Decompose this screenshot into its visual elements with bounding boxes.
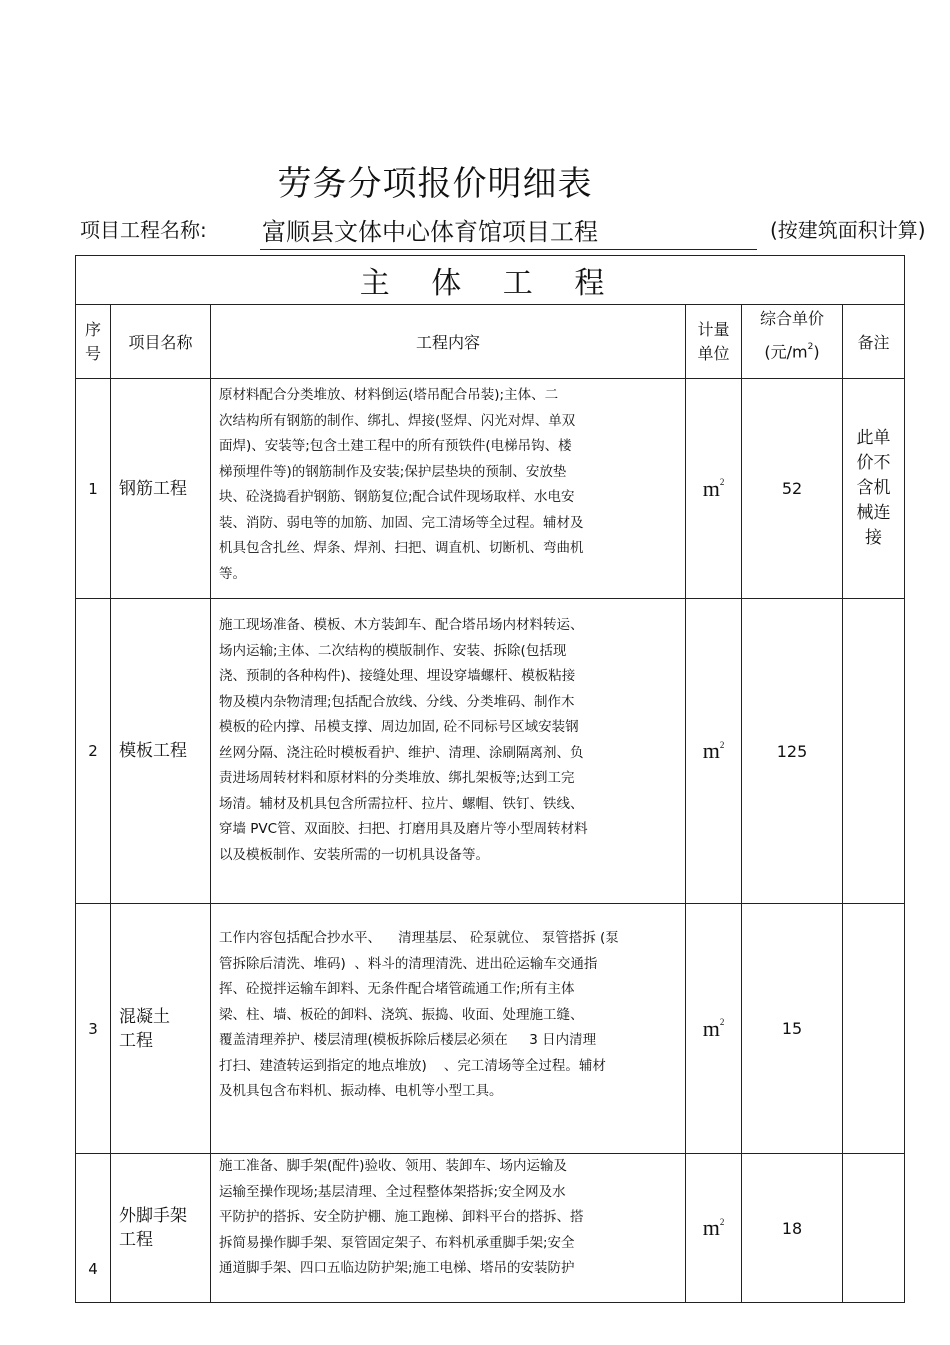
section-row [76, 256, 905, 305]
content-line: 梯预埋件等)的钢筋制作及安装;保护层垫块的预制、安放垫 [219, 463, 567, 480]
header-row [76, 305, 905, 379]
note-line: 含机 [856, 478, 891, 498]
header-price-line2-prefix: (元/m [764, 342, 808, 362]
content-line: 工作内容包括配合抄水平、 清理基层、 砼泵就位、 泵管搭拆 (泵 [219, 930, 619, 946]
note-line: 械连 [856, 503, 891, 523]
project-label: 项目工程名称: [80, 218, 207, 242]
name-line: 工程 [119, 1230, 153, 1250]
note-line: 此单 [856, 428, 891, 448]
content-line: 责进场周转材料和原材料的分类堆放、绑扎架板等;达到工完 [219, 770, 575, 786]
unit-sup: 2 [719, 477, 725, 488]
header-price-line2-sup: 2 [807, 341, 814, 352]
header-seq-line1: 序 [84, 319, 101, 339]
content-line: 丝网分隔、浇注砼时模板看护、维护、清理、涂刷隔离剂、负 [219, 744, 584, 761]
name-line: 混凝土 [119, 1006, 170, 1027]
row-content [211, 1154, 686, 1303]
content-line: 挥、砼搅拌运输车卸料、无条件配合堵管疏通工作;所有主体 [219, 981, 575, 997]
header-unit-line2: 单位 [697, 343, 730, 363]
content-line: 及机具包含布料机、振动棒、电机等小型工具。 [219, 1083, 503, 1099]
row-content [211, 599, 686, 904]
content-line: 块、砼浇捣看护钢筋、钢筋复位;配合试件现场取样、水电安 [219, 489, 575, 505]
header-name: 项目名称 [111, 305, 211, 379]
row-unit [686, 599, 742, 904]
content-line: 模板的砼内撑、吊模支撑、周边加固, 砼不同标号区域安装钢 [219, 719, 579, 735]
project-line [80, 212, 926, 246]
header-price [742, 305, 843, 379]
row-name [111, 1154, 211, 1303]
content-line: 平防护的搭拆、安全防护棚、施工跑梯、卸料平台的搭拆、搭 [219, 1209, 584, 1225]
row-content [211, 904, 686, 1154]
content-line: 通道脚手架、四口五临边防护架;施工电梯、塔吊的安装防护 [219, 1260, 575, 1276]
row-name: 模板工程 [111, 599, 211, 904]
row-name [111, 904, 211, 1154]
project-name: 富顺县文体中心体育馆项目工程 [260, 212, 757, 250]
row-unit [686, 379, 742, 599]
table-row [76, 599, 905, 904]
row-price: 18 [742, 1154, 843, 1303]
row-note [843, 379, 905, 599]
content-line: 梁、柱、墙、板砼的卸料、浇筑、振捣、收面、处理施工缝、 [219, 1006, 584, 1023]
unit-text: m [702, 475, 720, 501]
unit-text: m [702, 1015, 720, 1041]
header-unit [686, 305, 742, 379]
header-note: 备注 [843, 305, 905, 379]
note-line: 价不 [856, 453, 891, 473]
content-line: 施工现场准备、模板、木方装卸车、配合塔吊场内材料转运、 [219, 617, 584, 633]
content-line: 覆盖清理养护、楼层清理(模板拆除后楼层必须在 3 日内清理 [219, 1032, 597, 1048]
content-line: 打扫、建渣转运到指定的地点堆放) 、完工清场等全过程。辅材 [219, 1057, 606, 1074]
name-line: 外脚手架 [119, 1206, 187, 1226]
content-line: 面焊)、安装等;包含土建工程中的所有预铁件(电梯吊钩、楼 [219, 438, 572, 454]
content-line: 原材料配合分类堆放、材料倒运(塔吊配合吊装);主体、二 [219, 387, 559, 403]
note-line: 接 [865, 528, 883, 548]
content-line: 穿墙 PVC管、双面胶、扫把、打磨用具及磨片等小型周转材料 [219, 821, 588, 837]
header-price-line2-suffix: ) [813, 342, 820, 362]
document-title: 劳务分项报价明细表 [277, 164, 593, 204]
content-line: 浇、预制的各种构件)、接缝处理、埋设穿墙螺杆、模板粘接 [219, 668, 576, 684]
content-line: 物及模内杂物清理;包括配合放线、分线、分类堆码、制作木 [219, 693, 575, 710]
row-price: 15 [742, 904, 843, 1154]
unit-sup: 2 [719, 1216, 725, 1227]
content-line: 场清。辅材及机具包含所需拉杆、拉片、螺帽、铁钉、铁线、 [219, 795, 584, 812]
table-row [76, 904, 905, 1154]
row-unit [686, 904, 742, 1154]
header-seq [76, 305, 111, 379]
unit-sup: 2 [719, 739, 725, 750]
row-note [843, 904, 905, 1154]
table-row [76, 379, 905, 599]
content-line: 等。 [219, 565, 246, 582]
header-price-line1: 综合单价 [759, 308, 824, 328]
project-note: (按建筑面积计算) [770, 218, 926, 242]
content-line: 施工准备、脚手架(配件)验收、领用、装卸车、场内运输及 [219, 1158, 568, 1174]
row-seq: 4 [76, 1154, 111, 1303]
content-line: 场内运输;主体、二次结构的模版制作、安装、拆除(包括现 [219, 642, 567, 659]
name-line: 工程 [119, 1030, 153, 1051]
content-line: 机具包含扎丝、焊条、焊剂、扫把、调直机、切断机、弯曲机 [219, 540, 584, 556]
header-seq-line2: 号 [84, 343, 101, 363]
content-line: 管拆除后清洗、堆码) 、料斗的清理清洗、进出砼运输车交通指 [219, 955, 598, 972]
unit-text: m [702, 738, 720, 763]
content-line: 以及模板制作、安装所需的一切机具设备等。 [219, 846, 489, 863]
row-price: 52 [742, 379, 843, 599]
unit-text: m [702, 1215, 720, 1240]
row-name: 钢筋工程 [111, 379, 211, 599]
row-seq: 3 [76, 904, 111, 1154]
table-row [76, 1154, 905, 1303]
row-content [211, 379, 686, 599]
row-price: 125 [742, 599, 843, 904]
header-unit-line1: 计量 [697, 319, 730, 339]
quote-table [75, 255, 905, 1303]
section-title: 主 体 工 程 [76, 256, 905, 305]
content-line: 次结构所有钢筋的制作、绑扎、焊接(竖焊、闪光对焊、单双 [219, 412, 576, 429]
unit-sup: 2 [719, 1017, 725, 1028]
content-line: 装、消防、弱电等的加筋、加固、完工清场等全过程。辅材及 [219, 514, 584, 531]
content-line: 拆简易操作脚手架、泵管固定架子、布料机承重脚手架;安全 [219, 1234, 575, 1251]
row-seq: 1 [76, 379, 111, 599]
row-note [843, 1154, 905, 1303]
row-note [843, 599, 905, 904]
header-content: 工程内容 [211, 305, 686, 379]
row-seq: 2 [76, 599, 111, 904]
content-line: 运输至操作现场;基层清理、全过程整体架搭拆;安全网及水 [219, 1183, 566, 1200]
row-unit [686, 1154, 742, 1303]
